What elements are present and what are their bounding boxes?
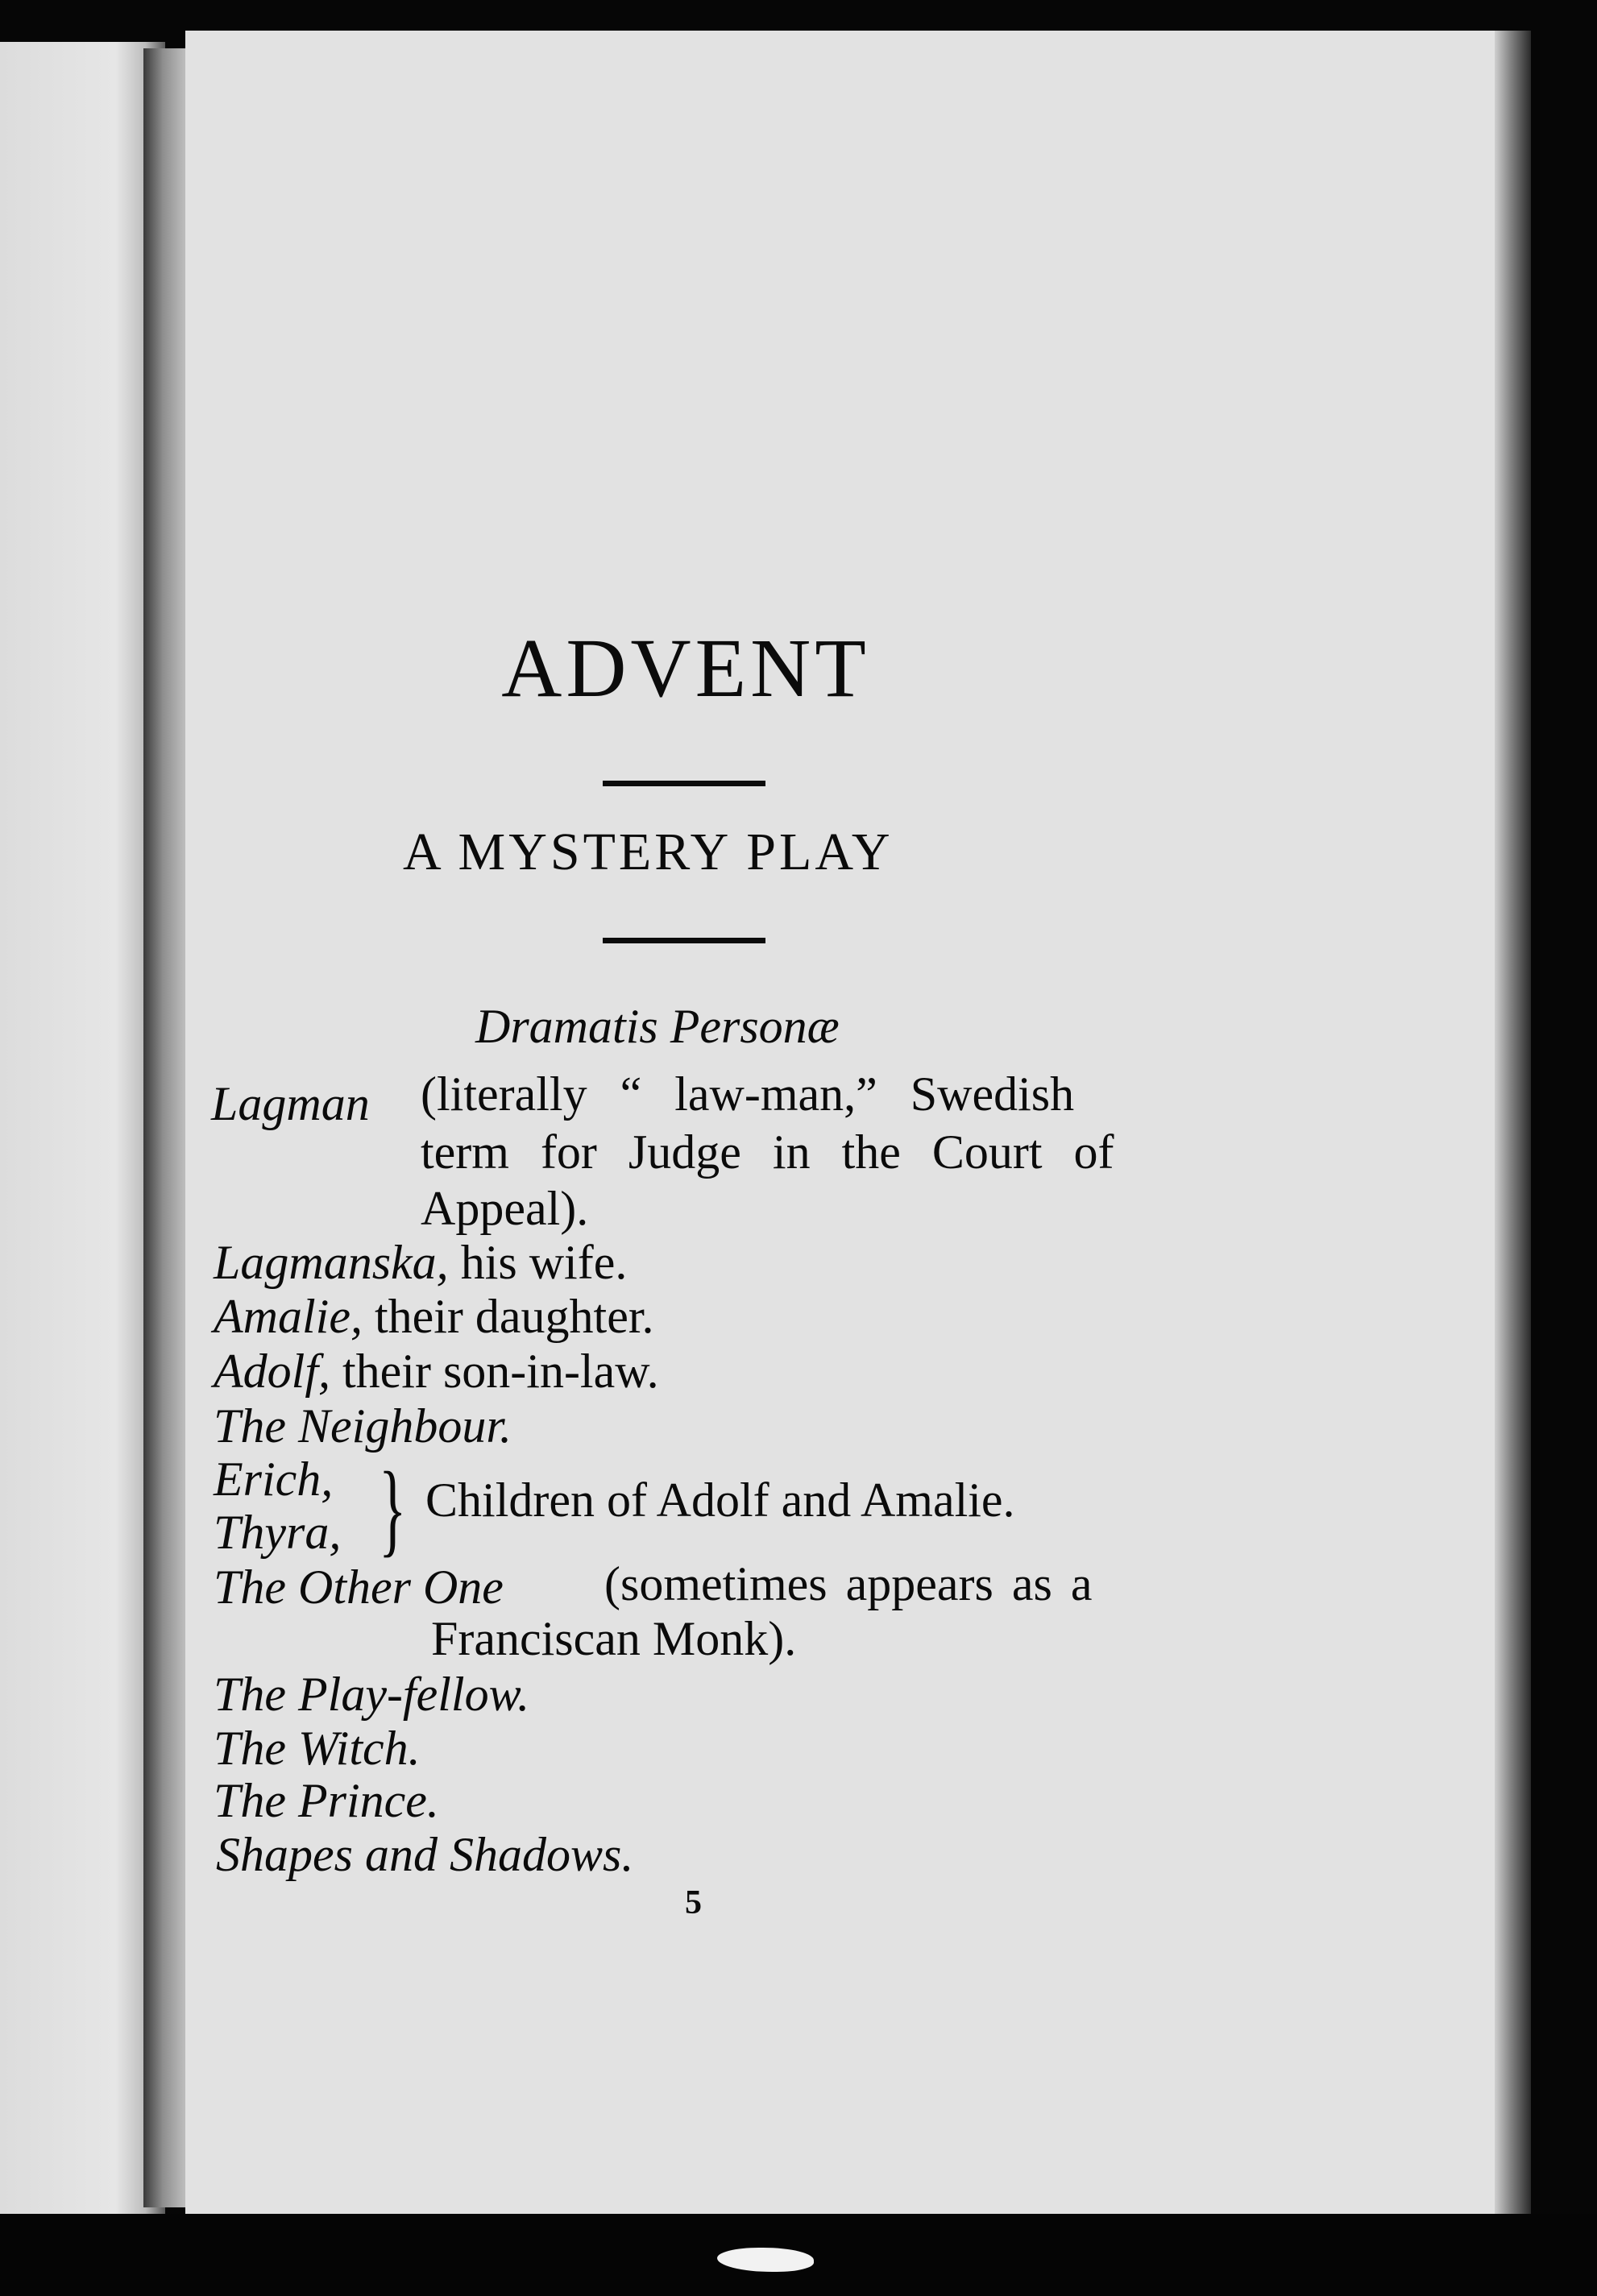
cast-name-lagman: Lagman (211, 1077, 370, 1130)
brace-symbol: } (379, 1451, 407, 1567)
subtitle-rule (603, 938, 765, 943)
cast-entry-amalie (214, 1292, 654, 1341)
cast-name-shapes: Shapes and Shadows. (216, 1828, 634, 1881)
cast-name-prince: The Prince. (214, 1774, 439, 1827)
page-right-edge (1495, 31, 1531, 2214)
page-number: 5 (685, 1884, 702, 1921)
cast-name-witch: The Witch. (214, 1722, 421, 1775)
cast-name-thyra: Thyra, (214, 1506, 342, 1559)
cast-desc: his wife. (448, 1236, 628, 1289)
cast-heading: Dramatis Personæ (475, 1000, 840, 1053)
cast-desc-lagman-2: term for Judge in the Court of (421, 1125, 1114, 1179)
cast-entry-adolf (214, 1345, 659, 1398)
cast-entry-lagmanska (214, 1238, 627, 1287)
cast-name: Amalie, (214, 1290, 363, 1343)
cast-desc: their son-in-law. (330, 1345, 659, 1398)
cast-desc-other-one-1: (sometimes appears as a (604, 1557, 1093, 1610)
cast-desc-lagman-3: Appeal). (421, 1182, 589, 1235)
children-note: Children of Adolf and Amalie. (425, 1473, 1015, 1527)
cast-name-play-fellow: The Play-fellow. (214, 1668, 530, 1721)
cast-name: Adolf, (214, 1345, 330, 1398)
cast-name-other-one: The Other One (214, 1560, 504, 1614)
cast-name: Lagmanska, (214, 1236, 449, 1289)
page-title: ADVENT (501, 622, 870, 715)
book-page (185, 31, 1495, 2215)
left-page-edge (0, 42, 165, 2217)
cast-desc-lagman-1: (literally “ law-man,” Swedish (421, 1067, 1075, 1121)
cast-name-neighbour: The Neighbour. (214, 1399, 512, 1453)
cast-desc-other-one-2: Franciscan Monk). (431, 1612, 797, 1665)
title-rule (603, 781, 765, 786)
cast-desc: their daughter. (362, 1290, 654, 1343)
page-subtitle: A MYSTERY PLAY (403, 823, 894, 881)
cast-name-erich: Erich, (214, 1453, 334, 1506)
